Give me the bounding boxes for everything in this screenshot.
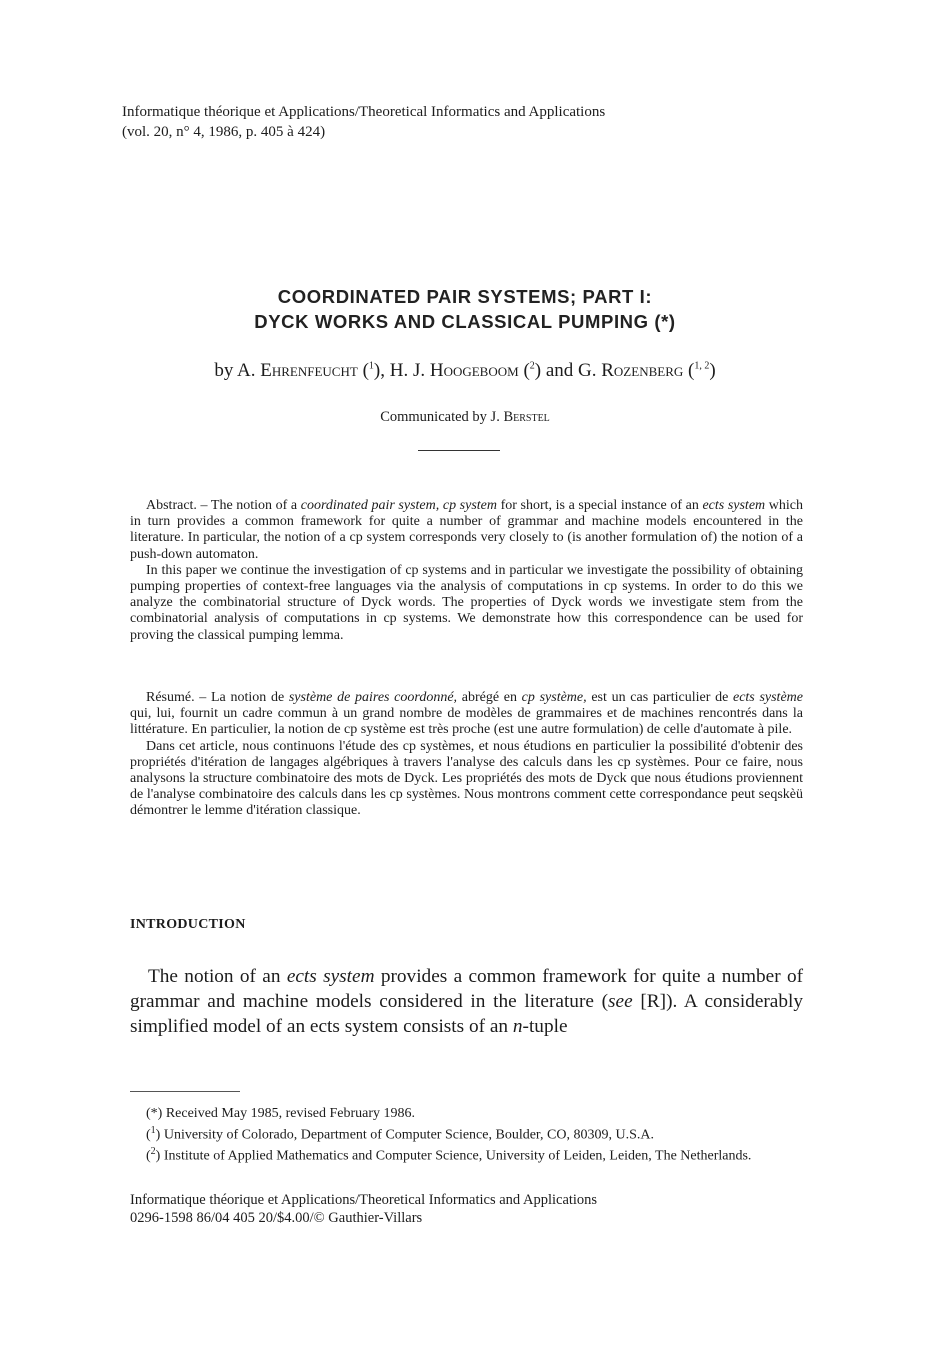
- footnote-divider: [130, 1091, 240, 1092]
- introduction-paragraph: The notion of an ects system provides a common framework for quite a number of grammar and machine models considered in the literature (see [R]). A considerably simplified model of an ects system consists of an n-tuple: [130, 966, 804, 1037]
- author-rozenberg: Rozenberg: [601, 360, 684, 381]
- resume-paragraph: Résumé. – La notion de système de paires coordonné, abrégé en cp système, est un cas particulier de ects système qui, lui, fournit un cadre commun à un grand nombre de modèles de grammaires et de machines rencontrés dans la littérature. En particulier, la notion de cp système est très proche (est une autre formulation) de celle d'automate à pile.: [130, 690, 803, 738]
- page-footer: [130, 1191, 810, 1227]
- title-line-1: COORDINATED PAIR SYSTEMS; PART I:: [277, 286, 653, 307]
- journal-header: [122, 102, 762, 142]
- abstract-paragraph: In this paper we continue the investigation of cp systems and in particular we investigate the possibility of obtaining pumping properties of context-free languages via the analysis of computations in cp systems. In order to do this we analyze the combinatorial structure of Dyck words. The properties of Dyck words we investigate stem from the combinatorial analysis of computations in cp systems. We demonstrate how this correspondence can be used for proving the classical pumping lemma.: [130, 562, 803, 643]
- resume: [130, 690, 803, 820]
- footnote: ($^2$) Institute of Applied Mathematics and Computer Science, University of Leiden, Leiden, The Netherlands.: [146, 1145, 752, 1164]
- author-hoogeboom: Hoogeboom: [429, 360, 519, 381]
- author-ehrenfeucht: Ehrenfeucht: [260, 360, 358, 381]
- introduction-body: [130, 964, 803, 1039]
- footnote: (*) Received May 1985, revised February 1986.: [146, 1106, 416, 1121]
- author-ref: 2: [529, 360, 535, 372]
- abstract-paragraph: Abstract. – The notion of a coordinated pair system, cp system for short, is a special instance of an ects system which in turn provides a common framework for quite a number of grammar and machine models encountered in the literature. In particular, the notion of a cp system corresponds very closely to (is another formulation of) the notion of a push-down automaton.: [130, 498, 803, 562]
- section-heading: INTRODUCTION: [130, 917, 246, 932]
- title-divider: [418, 450, 500, 451]
- journal-name: Informatique théorique et Applications/Theoretical Informatics and Applications: [122, 104, 606, 120]
- author-by: by A.: [214, 360, 261, 381]
- footer-journal: Informatique théorique et Applications/Theoretical Informatics and Applications: [130, 1192, 598, 1208]
- communicated-by: Communicated by J. Berstel: [380, 409, 550, 425]
- footnote: ($^1$) University of Colorado, Department of Computer Science, Boulder, CO, 80309, U.S.A.: [146, 1124, 654, 1143]
- abstract: [130, 498, 803, 644]
- journal-volume: (vol. 20, n° 4, 1986, p. 405 à 424): [122, 124, 326, 140]
- author-line: by A. Ehrenfeucht ($^1$), H. J. Hoogeboom ($^2$) and G. Rozenberg ($^{1, 2}$): [214, 360, 716, 381]
- paper-title: [0, 284, 930, 334]
- resume-paragraph: Dans cet article, nous continuons l'étude des cp systèmes, et nous étudions en particulier la possibilité d'obtenir des propriétés d'itération de langages algébriques à travers l'analyse des calculs dans les cp systèmes. Pour ce faire, nous analysons la structure combinatoire des mots de Dyck. Les propriétés des mots de Dyck que nous étudions proviennent de l'analyse combinatoire des calculs dans les cp systèmes. Nous montrons comment cette correspondance peut seqskèü démontrer le lemme d'itération classique.: [130, 738, 803, 819]
- author-ref: 1, 2: [694, 360, 710, 372]
- title-line-2: DYCK WORKS AND CLASSICAL PUMPING (*): [254, 311, 676, 332]
- footer-issn: 0296-1598 86/04 405 20/$4.00/© Gauthier-Villars: [130, 1210, 423, 1226]
- author-ref: 1: [368, 360, 374, 372]
- communicator-name: Berstel: [503, 409, 550, 425]
- author-separator: ), H. J.: [373, 360, 430, 381]
- author-separator: ) and G.: [534, 360, 602, 381]
- footnotes: [130, 1106, 803, 1165]
